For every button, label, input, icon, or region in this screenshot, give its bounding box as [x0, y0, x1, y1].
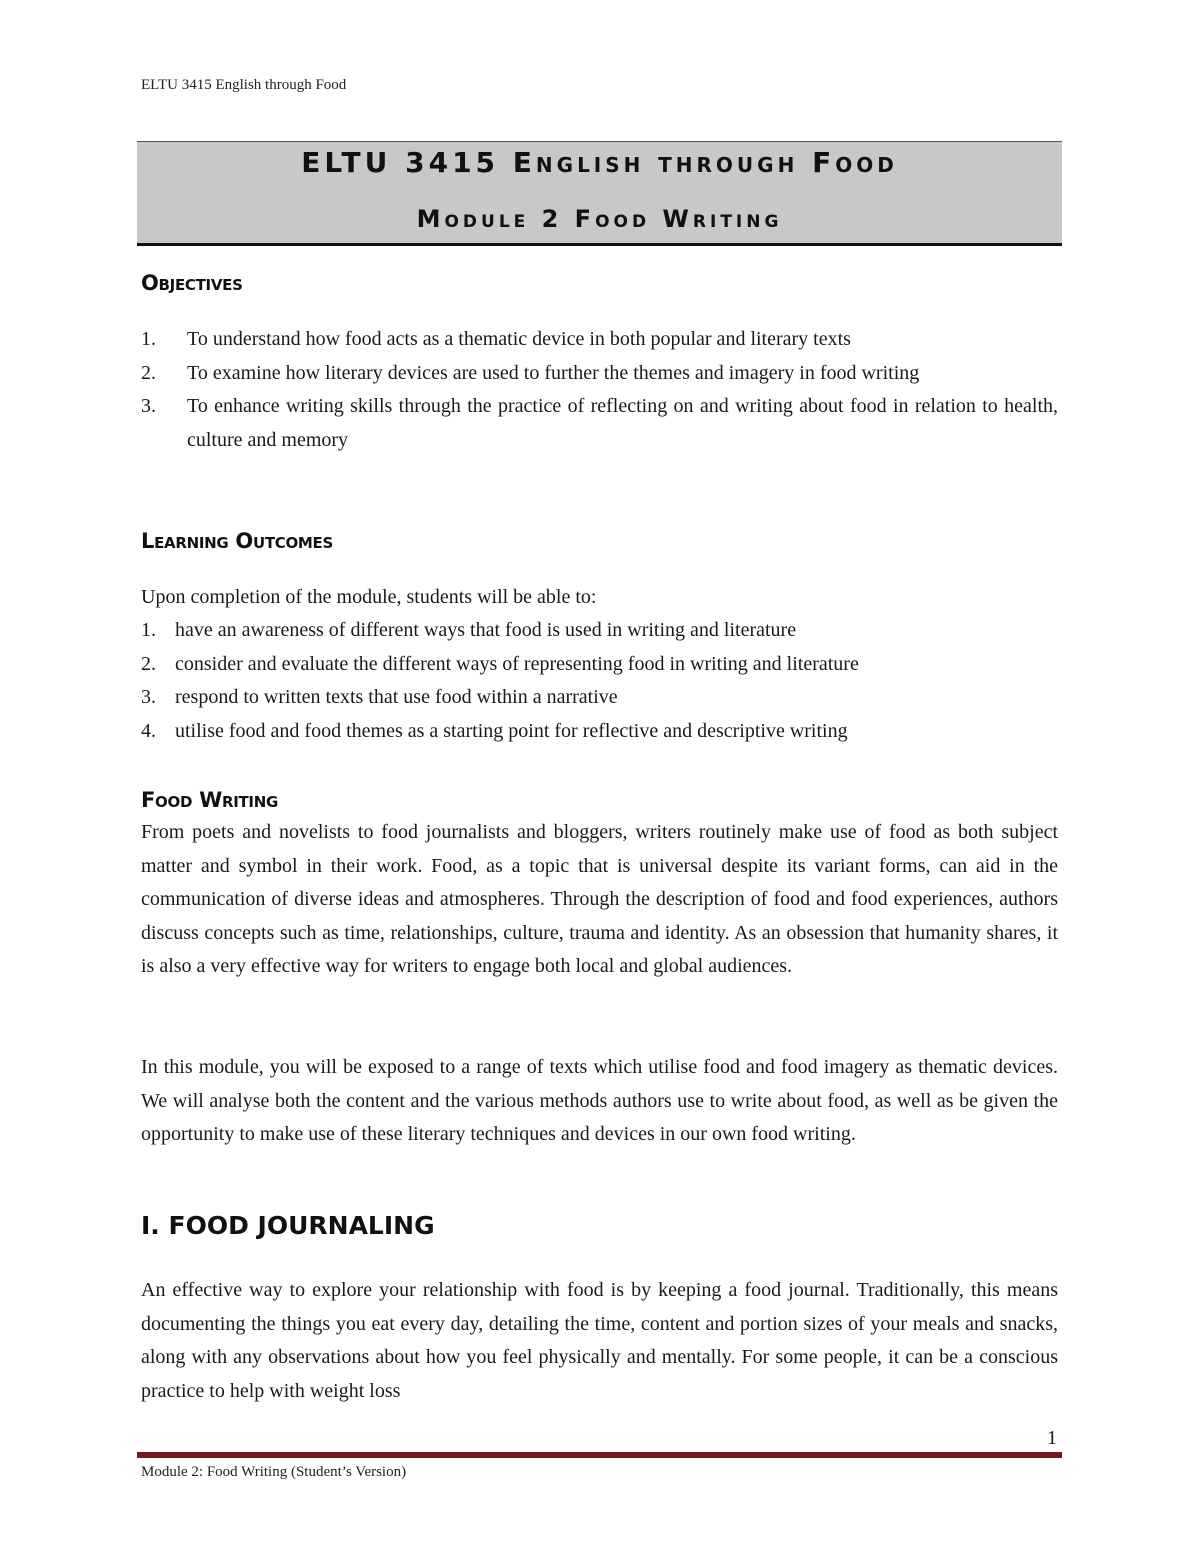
footer-rule — [137, 1452, 1062, 1458]
course-title: ELTU 3415 English through Food — [301, 146, 898, 179]
title-banner — [137, 141, 1062, 246]
list-number: 2. — [141, 652, 156, 675]
learning-outcomes-list — [141, 614, 1058, 748]
list-item — [141, 681, 1058, 715]
list-number: 3. — [141, 686, 156, 708]
food-journaling-heading: I. FOOD JOURNALING — [141, 1211, 435, 1240]
learning-outcomes-intro: Upon completion of the module, students will be able to: — [141, 586, 597, 608]
list-text: consider and evaluate the different ways of representing food in writing and literature — [175, 652, 859, 675]
running-footer: Module 2: Food Writing (Student’s Version) — [141, 1464, 407, 1480]
list-text: To enhance writing skills through the practice of reflecting on and writing about food in relation to health, culture and memory — [187, 395, 1058, 451]
food-writing-paragraph-2: In this module, you will be exposed to a range of texts which utilise food and food imagery as thematic devices. We will analyse both the content and the various methods authors use to write about food, as well as be given the opportunity to make use of these literary techniques and devices in our own food writing. — [141, 1056, 1058, 1145]
objectives-list — [141, 323, 1058, 457]
list-number: 2. — [141, 361, 156, 384]
food-writing-heading: Food Writing — [141, 788, 278, 812]
list-text: respond to written texts that use food within a narrative — [175, 686, 618, 708]
list-item — [141, 390, 1058, 457]
list-text: To examine how literary devices are used to further the themes and imagery in food writing — [187, 361, 920, 384]
food-writing-paragraph-1: From poets and novelists to food journalists and bloggers, writers routinely make use of food as both subject matter and symbol in their work. Food, as a topic that is universal despite its variant forms, can aid in the communication of diverse ideas and atmospheres. Through the description of food and food experiences, authors discuss concepts such as time, relationships, culture, trauma and identity. As an obsession that humanity shares, it is also a very effective way for writers to engage both local and global audiences. — [141, 821, 1058, 977]
list-number: 1. — [141, 328, 156, 350]
learning-outcomes-heading: Learning Outcomes — [141, 529, 333, 553]
list-item — [141, 648, 1058, 682]
food-journaling-paragraph: An effective way to explore your relationship with food is by keeping a food journal. Traditionally, this means documenting the things you eat every day, detailing the time, content and portion sizes of your meals and snacks, along with any observations about how you feel physically and mentally. For some people, it can be a conscious practice to help with weight loss — [141, 1279, 1058, 1402]
page-number: 1 — [1047, 1427, 1057, 1449]
list-number: 4. — [141, 719, 156, 742]
list-item — [141, 715, 1058, 749]
list-item — [141, 323, 1058, 357]
module-title: Module 2 Food Writing — [416, 205, 783, 233]
objectives-heading: Objectives — [141, 271, 243, 295]
list-item — [141, 614, 1058, 648]
list-text: have an awareness of different ways that food is used in writing and literature — [175, 619, 797, 641]
list-item — [141, 357, 1058, 391]
running-header: ELTU 3415 English through Food — [141, 77, 347, 93]
list-text: To understand how food acts as a thematic device in both popular and literary texts — [187, 328, 851, 350]
list-number: 1. — [141, 619, 156, 641]
list-text: utilise food and food themes as a starting point for reflective and descriptive writing — [175, 719, 848, 742]
list-number: 3. — [141, 395, 156, 417]
